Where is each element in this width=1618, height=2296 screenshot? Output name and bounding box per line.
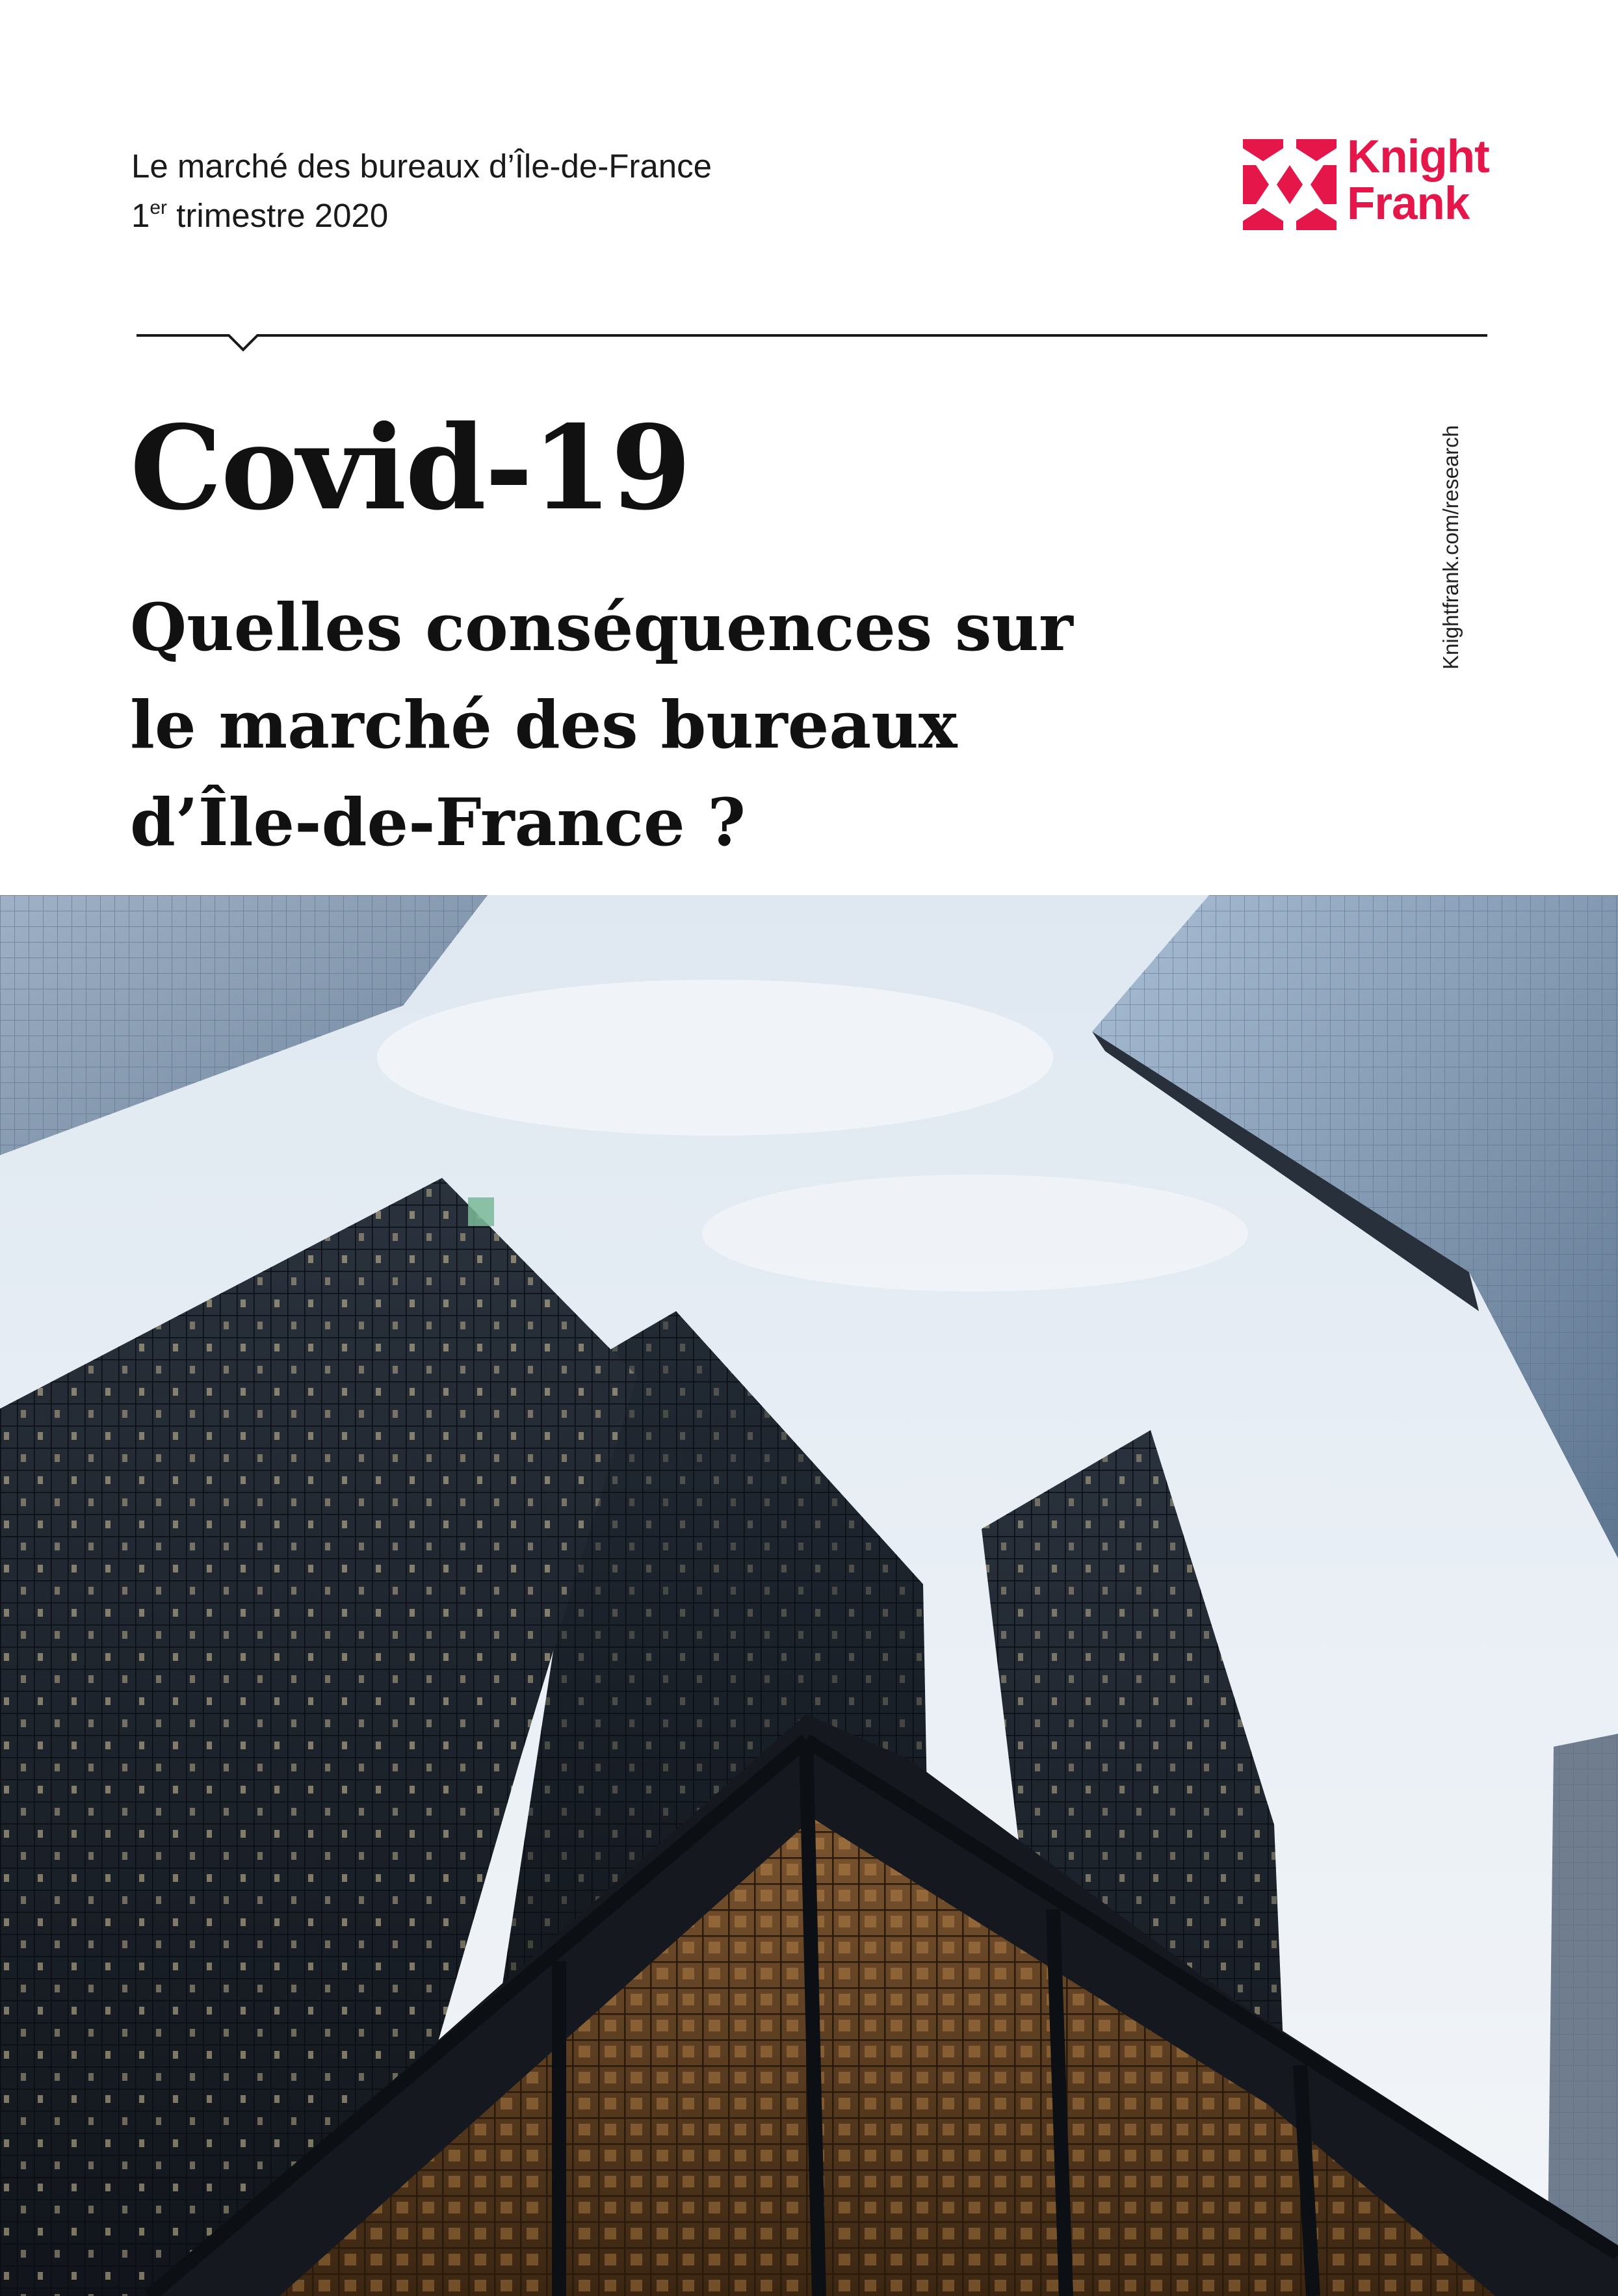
header-divider bbox=[0, 319, 1618, 358]
research-url: Knightfrank.com/research bbox=[1439, 424, 1463, 670]
subtitle-line: le marché des bureaux bbox=[130, 686, 958, 763]
period-number: 1 bbox=[131, 197, 150, 234]
period-rest: trimestre 2020 bbox=[167, 197, 389, 234]
subtitle-line: d’Île-de-France ? bbox=[130, 784, 746, 861]
report-period bbox=[131, 191, 712, 241]
series-title: Le marché des bureaux d’Île-de-France bbox=[131, 148, 712, 185]
brand-line-2: Frank bbox=[1347, 178, 1470, 229]
page-subtitle bbox=[130, 579, 1300, 871]
report-kicker bbox=[131, 142, 712, 241]
page-title: Covid-19 bbox=[130, 400, 690, 536]
period-suffix: er bbox=[150, 197, 168, 218]
cover-photo bbox=[0, 895, 1618, 2296]
skyscrapers-image bbox=[0, 895, 1618, 2296]
subtitle-line: Quelles conséquences sur bbox=[130, 589, 1073, 666]
brand-line-1: Knight bbox=[1347, 131, 1489, 183]
brand-wordmark bbox=[1347, 131, 1489, 229]
